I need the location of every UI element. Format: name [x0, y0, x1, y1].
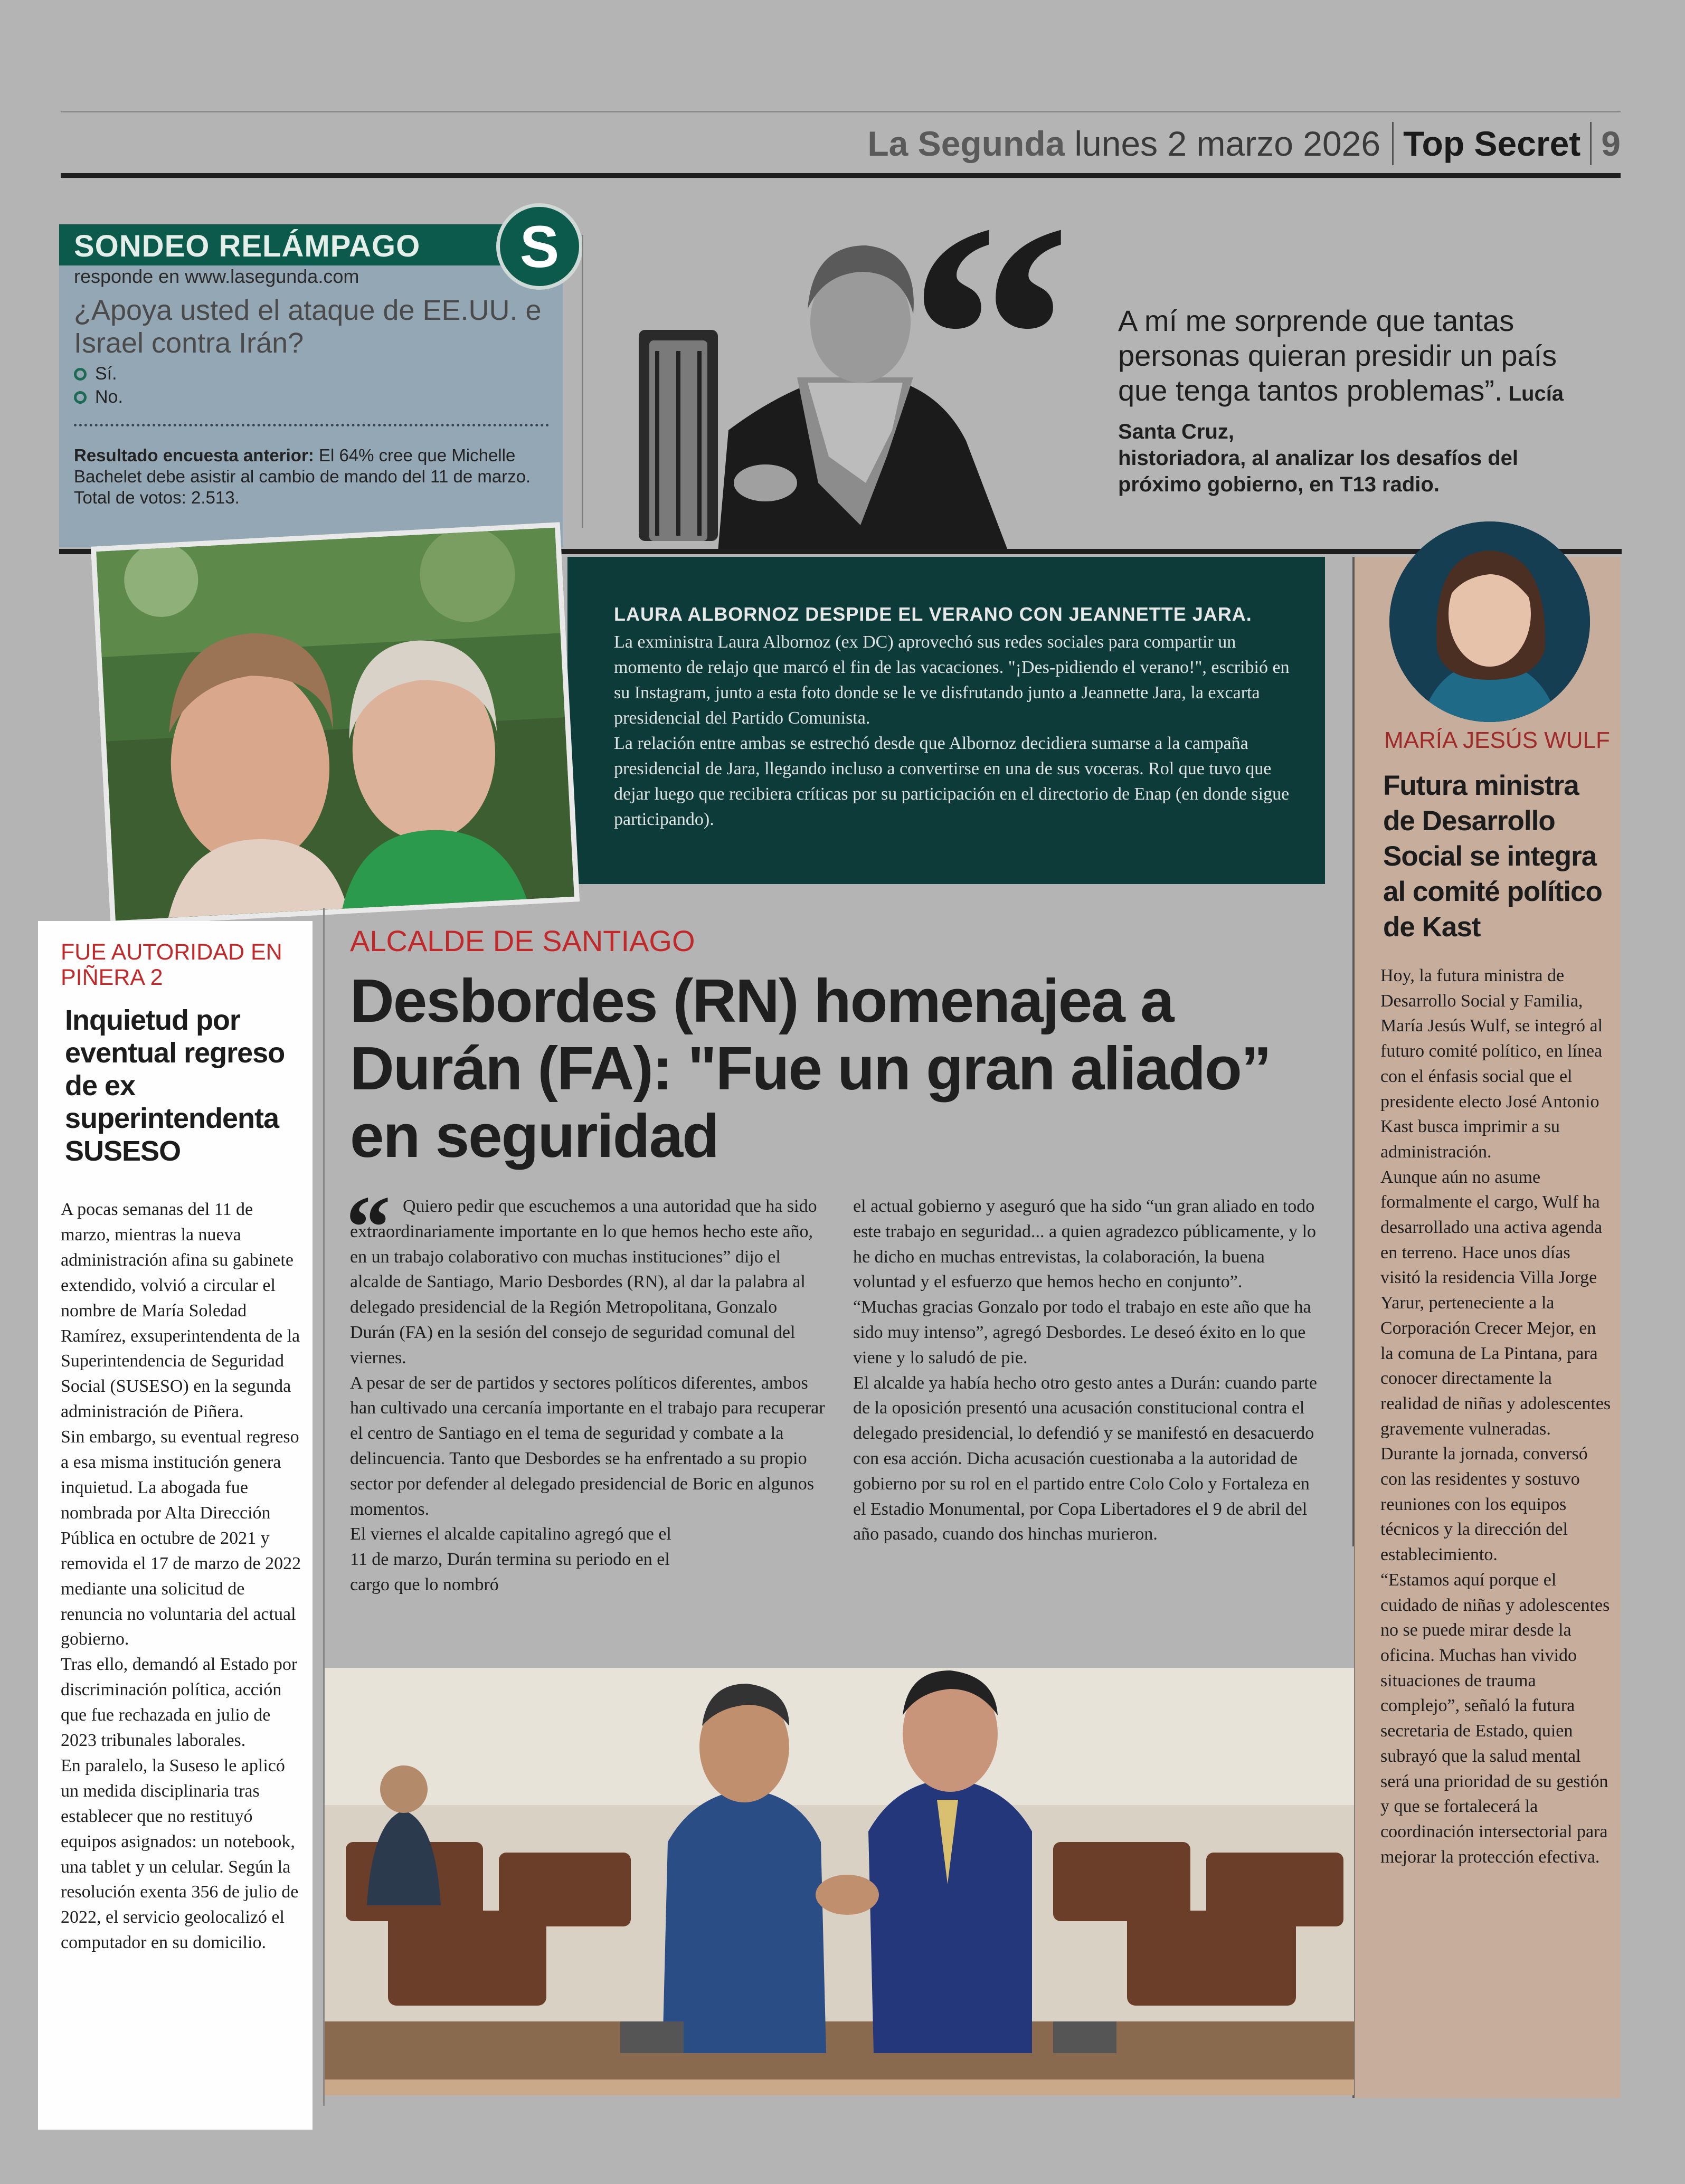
paragraph: La exministra Laura Albornoz (ex DC) aprovechó sus redes sociales para compartir un momento de relajo que marcó el fin de las vacaciones. "¡Des-pidiendo el verano!", escribió en su Instagram, junto a esta foto donde se le ve disfrutando junto a Jeannette Jara, la excarta presidencial del Partido Comunista. — [614, 632, 1290, 728]
paragraph: Sin embargo, su eventual regreso a esa misma institución genera inquietud. La abogada fue nombrada por Alta Dirección Pública en octubre de 2021 y removida el 17 de marzo de 2022 mediante una solicitud de renuncia no voluntaria del actual gobierno. — [61, 1427, 301, 1649]
main-body-col1 — [350, 1194, 825, 1598]
paragraph: “Muchas gracias Gonzalo por todo el trabajo en este año que ha sido muy intenso”, agregó Desbordes. Le deseó éxito en lo que viene y lo saludó de pie. — [853, 1297, 1311, 1368]
portrait-image — [1389, 521, 1590, 722]
column-divider — [582, 235, 583, 528]
maria-jesus-wulf-portrait — [1389, 521, 1590, 722]
wulf-tag: MARÍA JESÚS WULF — [1384, 727, 1610, 753]
poll-title: SONDEO RELÁMPAGO — [74, 229, 421, 263]
quote-body: A mí me sorprende que tantas personas quieran presidir un país que tenga tantos problemas”. — [1118, 304, 1557, 407]
desbordes-duran-photo — [325, 1546, 1354, 2095]
section-name: Top Secret — [1403, 124, 1581, 163]
albornoz-box — [567, 557, 1325, 884]
poll-option-yes[interactable] — [74, 364, 117, 384]
paragraph: A pesar de ser de partidos y sectores políticos diferentes, ambos han cultivado una cercanía importante en el trabajo para recuperar el centro de Santiago en el tema de seguridad y combate a la delincuencia. Tanto que Desbordes se ha enfrentado a su propio sector por defender al delegado presidencial de Boric en algunos momentos. — [350, 1373, 825, 1519]
quote-author: Lucía Santa Cruz, — [1118, 382, 1564, 443]
quote-mark-icon: “ — [346, 1178, 391, 1277]
page-number: 9 — [1601, 124, 1621, 163]
paragraph: Hoy, la futura ministra de Desarrollo Social y Familia, María Jesús Wulf, se integró al futuro comité político, en línea con el énfasis social que el presidente electo José Antonio Kast busca imprimir a su administración. — [1380, 966, 1603, 1162]
main-kicker: ALCALDE DE SANTIAGO — [350, 924, 695, 957]
radio-icon[interactable] — [74, 368, 87, 381]
paragraph: Tras ello, demandó al Estado por discriminación política, acción que fue rechazada en julio de 2023 tribunales laborales. — [61, 1655, 298, 1751]
poll-divider — [74, 424, 549, 426]
paragraph: La relación entre ambas se estrechó desde que Albornoz decidiera sumarse a la campaña presidencial de Jara, llegando incluso a convertirse en una de sus voceras. Rol que tuvo que dejar luego que recibiera críticas por su participación en el directorio de Enap (en donde sigue participando). — [614, 734, 1290, 829]
suseso-tag: FUE AUTORIDAD EN PIÑERA 2 — [61, 939, 282, 990]
paragraph: A pocas semanas del 11 de marzo, mientras la nueva administración afina su gabinete extendido, volvió a circular el nombre de María Soledad Ramírez, exsuperintendenta de la Superintendencia de Seguridad Social (SUSESO) en la segunda administración de Piñera. — [61, 1200, 300, 1422]
issue-date: lunes 2 marzo 2026 — [1074, 124, 1381, 163]
paragraph: En paralelo, la Suseso le aplicó un medida disciplinaria tras establecer que no restituyó equipos asignados: un notebook, una tablet y un celular. Según la resolución exenta 356 de julio de 2022, el servicio geolocalizó el computador en su domicilio. — [61, 1755, 299, 1953]
poll-result-label: Resultado encuesta anterior: — [74, 445, 314, 465]
radio-icon[interactable] — [74, 391, 87, 404]
poll-option-no[interactable] — [74, 387, 123, 407]
newspaper-name: La Segunda — [867, 124, 1065, 163]
albornoz-jara-photo — [91, 522, 580, 926]
poll-box — [59, 224, 563, 547]
suseso-headline: Inquietud por eventual regreso de ex superintendenta SUSESO — [65, 1004, 285, 1167]
poll-option-label: Sí. — [95, 364, 117, 384]
poll-option-label: No. — [95, 387, 123, 407]
paragraph: El viernes el alcalde capitalino agregó que el 11 de marzo, Durán termina su periodo en el cargo que lo nombró — [350, 1524, 671, 1594]
paragraph: Quiero pedir que escuchemos a una autoridad que ha sido extraordinariamente importante en lo que hemos hecho este año, en un trabajo colaborativo con muchas instituciones” dijo el alcalde de Santiago, Mario Desbordes (RN), al dar la palabra al delegado presidencial de la Región Metropolitana, Gonzalo Durán (FA) en la sesión del consejo de seguridad comunal del viernes. — [350, 1197, 817, 1368]
main-headline: Desbordes (RN) homenajea a Durán (FA): "Fue un gran aliado” en seguridad — [350, 966, 1271, 1170]
albornoz-text — [614, 630, 1300, 832]
quote-attribution: historiadora, al analizar los desafíos del próximo gobierno, en T13 radio. — [1118, 447, 1519, 496]
page-header — [61, 117, 1621, 170]
quote-mark-icon: “ — [908, 157, 1056, 519]
header-rule — [61, 173, 1621, 178]
poll-result-text: El 64% cree que Michelle Bachelet debe asistir al cambio de mando del 11 de marzo. Total de votos: 2.513. — [74, 445, 531, 507]
header-separator — [1590, 122, 1592, 165]
suseso-body — [61, 1197, 304, 1955]
poll-url[interactable]: responde en www.lasegunda.com — [74, 265, 359, 287]
paragraph: el actual gobierno y aseguró que ha sido “un gran aliado en todo este trabajo en seguridad... a quien agradezco públicamente, y lo he dicho en muchas entrevistas, la colaboración, la buena voluntad y el esfuerzo que hemos hecho en conjunto”. — [853, 1197, 1317, 1292]
main-body-col2 — [853, 1194, 1323, 1547]
wulf-headline: Futura ministra de Desarrollo Social se integra al comité político de Kast — [1383, 770, 1602, 943]
quote-text — [1118, 303, 1593, 449]
paragraph: “Estamos aquí porque el cuidado de niñas y adolescentes no se puede mirar desde la oficina. Muchas han vivido situaciones de trauma complejo”, señaló la futura secretaria de Estado, quien subrayó que la salud mental será una prioridad de su gestión y que se fortalecerá la coordinación intersectorial para mejorar la protección efectiva. — [1380, 1570, 1610, 1867]
la-segunda-s-logo: S — [496, 203, 583, 290]
poll-previous-result — [74, 445, 549, 508]
paragraph: El alcalde ya había hecho otro gesto antes a Durán: cuando parte de la oposición presentó una acusación constitucional contra el delegado presidencial, lo defendió y se manifestó en desacuerdo con esa acción. Dicha acusación cuestionaba a la autoridad de gobierno por su rol en el partido entre Colo Colo y Fortaleza en el Estadio Monumental, por Copa Libertadores el 9 de abril del año pasado, cuando dos hinchas murieron. — [853, 1373, 1317, 1544]
header-separator — [1392, 122, 1394, 165]
photo-image — [96, 528, 574, 921]
poll-question: ¿Apoya usted el ataque de EE.UU. e Israel contra Irán? — [74, 295, 542, 359]
paragraph: Aunque aún no asume formalmente el cargo, Wulf ha desarrollado una activa agenda en terreno. Hace unos días visitó la residencia Villa Jorge Yarur, perteneciente a la Corporación Crecer Mejor, en la comuna de La Pintana, para conocer directamente la realidad de niñas y adolescentes gravemente vulneradas. Durante la jornada, conversó con las residentes y sostuvo reuniones con los equipos técnicos y la dirección del establecimiento. — [1380, 1167, 1611, 1565]
albornoz-title: LAURA ALBORNOZ DESPIDE EL VERANO CON JEANNETTE JARA. — [614, 603, 1252, 625]
top-rule — [61, 111, 1621, 112]
wulf-body — [1380, 963, 1613, 1869]
